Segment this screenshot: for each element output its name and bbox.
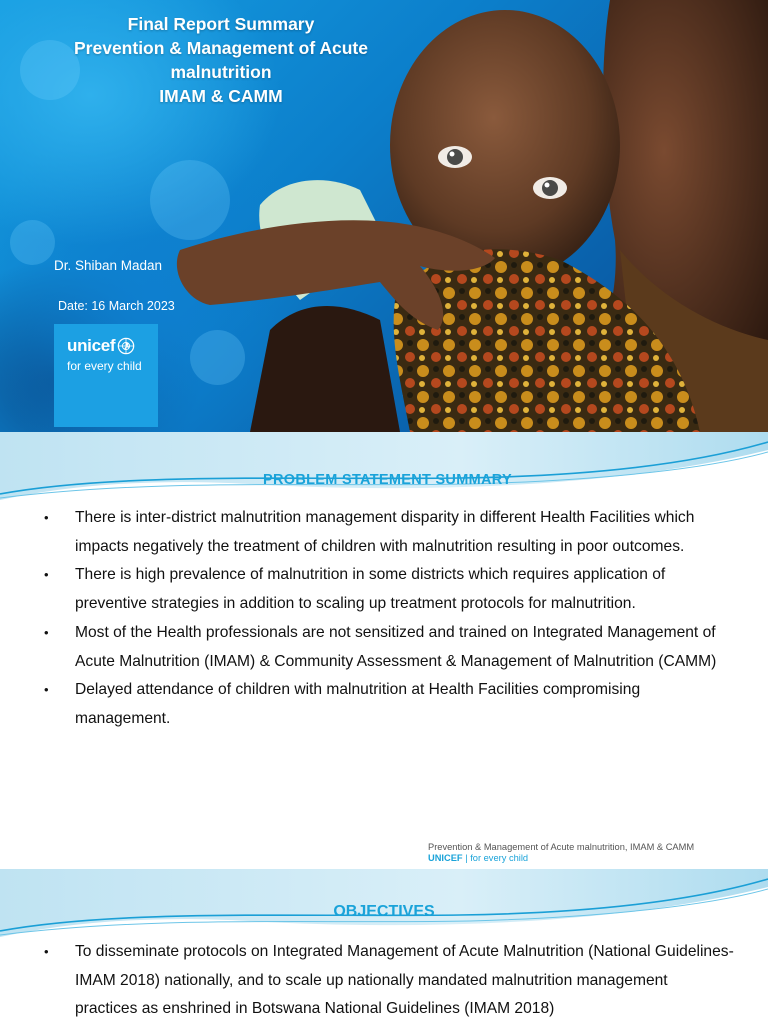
- unicef-tagline: for every child: [67, 359, 142, 373]
- list-item: • Delayed attendance of children with malnutrition at Health Facilities compromising management.: [44, 676, 734, 733]
- objectives-bullet-list: [44, 938, 734, 1024]
- title-line: IMAM & CAMM: [159, 86, 283, 106]
- unicef-logo: [54, 324, 158, 427]
- problem-statement-slide: [0, 432, 768, 869]
- report-title: [40, 12, 402, 108]
- footer-title: Prevention & Management of Acute malnutrition, IMAM & CAMM: [428, 842, 695, 852]
- report-date: Date: 16 March 2023: [58, 299, 175, 313]
- slide-title: PROBLEM STATEMENT SUMMARY: [263, 472, 512, 488]
- list-item: • There is inter-district malnutrition management disparity in different Health Facilities which impacts negatively the treatment of children with malnutrition resulting in poor outcomes.: [44, 504, 734, 561]
- list-item: • Most of the Health professionals are not sensitized and trained on Integrated Management of Acute Malnutrition (IMAM) & Community Assessment & Management of Malnutrition (CAMM): [44, 619, 734, 676]
- slide-footer: [428, 842, 694, 864]
- unicef-wordmark: unicef: [67, 336, 116, 355]
- unicef-emblem-icon: [117, 337, 135, 355]
- slide-title: OBJECTIVES: [333, 903, 435, 920]
- footer-tagline: | for every child: [462, 853, 529, 863]
- header-wave-decoration: [0, 432, 768, 502]
- title-slide: [0, 0, 768, 432]
- list-item: • To disseminate protocols on Integrated Management of Acute Malnutrition (National Guidelines-IMAM 2018) nationally, and to scale up nationally mandated malnutrition management practices as enshrined in Botswana National Guidelines (IMAM 2018): [44, 938, 734, 1024]
- list-item: • There is high prevalence of malnutrition in some districts which requires application of preventive strategies in addition to scaling up treatment protocols for malnutrition.: [44, 561, 734, 618]
- author-name: Dr. Shiban Madan: [54, 258, 163, 273]
- title-line: Prevention & Management of Acute: [74, 38, 368, 58]
- objectives-slide: [0, 869, 768, 1024]
- footer-brand: UNICEF: [428, 853, 463, 863]
- problem-bullet-list: [44, 504, 734, 734]
- title-line: malnutrition: [170, 62, 272, 82]
- title-line: Final Report Summary: [127, 14, 315, 34]
